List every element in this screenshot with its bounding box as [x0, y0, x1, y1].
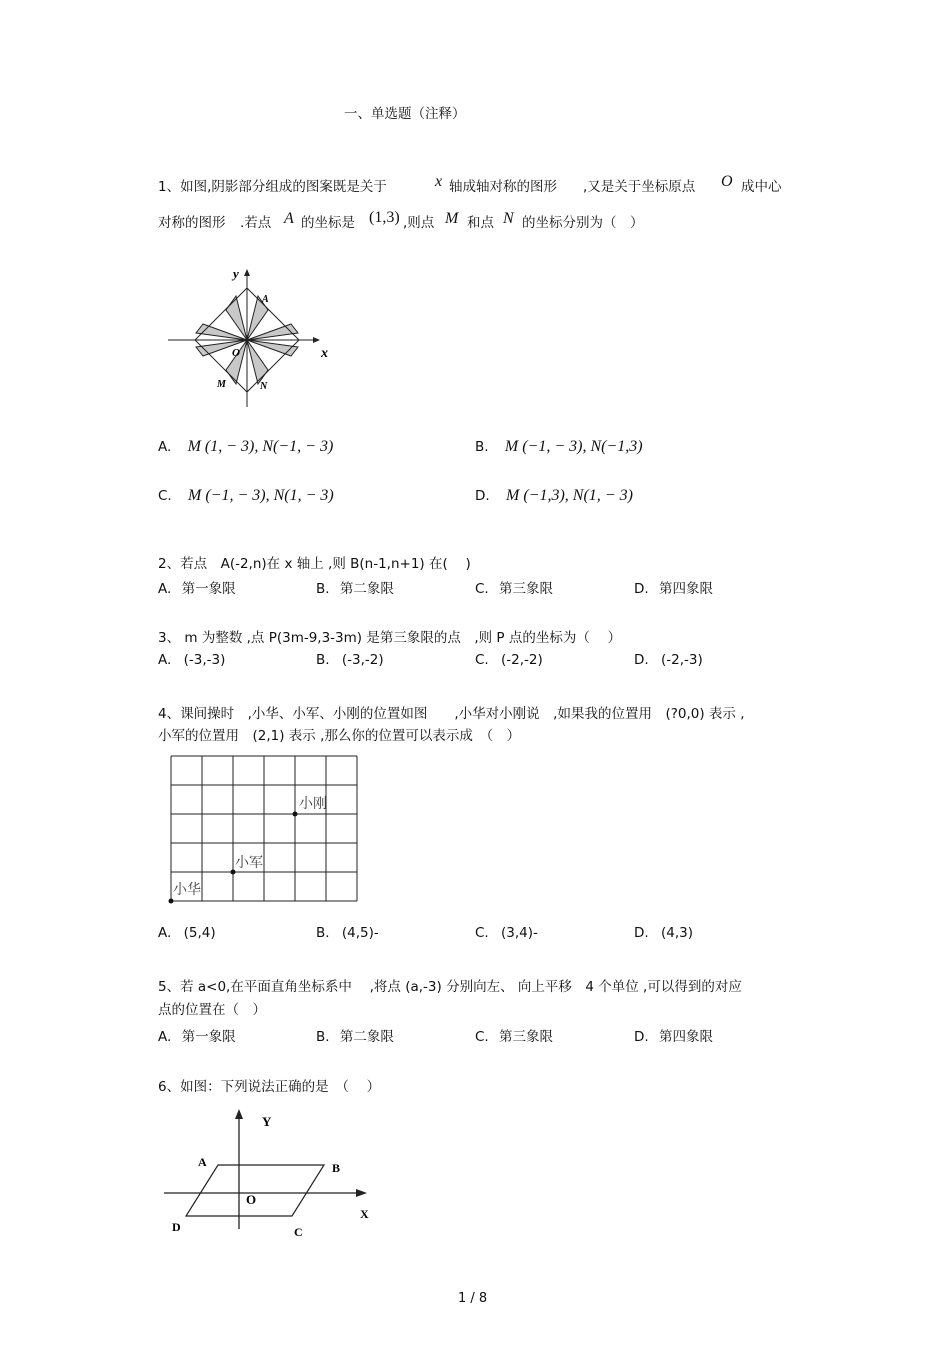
q3-option-a[interactable] [158, 652, 225, 668]
q1-text-2a: 对称的图形 [158, 215, 226, 231]
q6-parallelogram [186, 1165, 324, 1216]
q3-option-c[interactable] [475, 652, 543, 668]
option-text: M (1, − 3), N(−1, − 3) [187, 438, 334, 455]
q6-y-arrow [235, 1109, 243, 1119]
option-letter: A. [158, 925, 172, 941]
q6-fig-b-label: B [332, 1161, 341, 1175]
q1-option-b[interactable] [475, 438, 643, 456]
q6-fig-c-label: C [294, 1225, 303, 1239]
q4-grid-figure [165, 752, 365, 912]
option-text: (-2,-2) [501, 652, 543, 668]
q6-fig-x-label: X [360, 1207, 369, 1221]
q1-var-x: x [435, 173, 443, 190]
q1-fig-n-label: N [260, 381, 268, 392]
option-text: 第三象限 [499, 1029, 554, 1045]
q4-label-gang: 小刚 [299, 796, 327, 812]
q4-point-hua [169, 899, 174, 904]
option-letter: B. [316, 581, 330, 597]
q5-option-d[interactable] [634, 1025, 713, 1045]
q3-option-d[interactable] [634, 652, 703, 668]
option-letter: B. [316, 1029, 330, 1045]
q5-option-b[interactable] [316, 1025, 394, 1045]
option-letter: D. [634, 1029, 649, 1045]
q1-coord: (1,3) [369, 209, 400, 226]
option-text: (4,5)- [341, 925, 379, 941]
q1-x-arrow [313, 337, 320, 343]
option-letter: A. [158, 1029, 172, 1045]
option-text: 第三象限 [499, 581, 554, 597]
q2-option-a[interactable] [158, 577, 236, 597]
option-letter: D. [634, 581, 649, 597]
q2-option-b[interactable] [316, 577, 394, 597]
q1-figure [160, 262, 340, 412]
q1-text-2e: 和点 [467, 215, 494, 231]
q1-option-a[interactable] [158, 438, 333, 456]
option-text: M (−1, − 3), N(−1,3) [504, 438, 643, 455]
q6-stem: 6、如图：下列说法正确的是 （ ） [158, 1079, 381, 1095]
option-letter: C. [475, 652, 489, 668]
option-text: 第四象限 [658, 1029, 713, 1045]
q6-fig-d-label: D [172, 1220, 181, 1234]
option-letter: B. [316, 652, 330, 668]
q1-fig-o-label: O [232, 347, 240, 359]
q4-option-b[interactable] [316, 925, 379, 941]
q4-point-gang [293, 812, 298, 817]
option-letter: C. [475, 581, 489, 597]
q1-y-arrow [244, 269, 250, 276]
q2-stem: 2、若点 A(-2,n)在 x 轴上 ,则 B(n-1,n+1) 在( ) [158, 556, 471, 572]
q1-fig-y-label: y [233, 266, 239, 281]
q1-fig-x-label: x [321, 346, 328, 361]
q1-text-2c: 的坐标是 [301, 215, 355, 231]
q1-text-1c: ,又是关于坐标原点 [583, 179, 696, 195]
option-text: 第一象限 [181, 581, 236, 597]
q5-line-2: 点的位置在（ ） [158, 1002, 266, 1018]
option-text: 第一象限 [181, 1029, 236, 1045]
option-text: M (−1,3), N(1, − 3) [505, 487, 633, 504]
option-letter: C. [158, 488, 172, 504]
option-letter: B. [316, 925, 330, 941]
option-text: (5,4) [183, 925, 216, 941]
option-text: (-3,-2) [341, 652, 384, 668]
section-title: 一、单选题（注释） [344, 106, 466, 122]
option-letter: D. [475, 488, 490, 504]
option-text: (3,4)- [501, 925, 538, 941]
q5-option-c[interactable] [475, 1025, 553, 1045]
q2-option-c[interactable] [475, 577, 553, 597]
option-text: M (−1, − 3), N(1, − 3) [188, 487, 334, 504]
option-text: 第四象限 [658, 581, 713, 597]
option-letter: D. [634, 652, 649, 668]
q4-label-jun: 小军 [235, 855, 263, 871]
q6-fig-y-label: Y [262, 1114, 272, 1129]
q2-option-d[interactable] [634, 577, 713, 597]
q6-x-arrow [356, 1189, 367, 1197]
q6-fig-a-label: A [198, 1155, 207, 1169]
option-text: (4,3) [660, 925, 693, 941]
q1-text-1a: 1、如图,阴影部分组成的图案既是关于 [158, 179, 387, 195]
q6-figure [160, 1105, 390, 1245]
q4-line-2: 小军的位置用 (2,1) 表示 ,那么你的位置可以表示成 （ ） [158, 728, 521, 744]
q3-option-b[interactable] [316, 652, 384, 668]
q1-text-2d: ,则点 [403, 215, 435, 231]
q1-text-1b: 轴成轴对称的图形 [449, 179, 557, 195]
q5-line-1: 5、若 a<0,在平面直角坐标系中 ,将点 (a,-3) 分别向左、 向上平移 4 个单位 ,可以得到的对应 [158, 979, 742, 995]
q5-option-a[interactable] [158, 1025, 236, 1045]
option-letter: A. [158, 652, 172, 668]
q1-text-2f: 的坐标分别为（ ） [522, 215, 644, 231]
q1-option-c[interactable] [158, 487, 334, 505]
q3-stem: 3、 m 为整数 ,点 P(3m-9,3-3m) 是第三象限的点 ,则 P 点的坐标为（ ） [158, 630, 622, 646]
q4-grid-lines [171, 756, 357, 901]
q1-var-m: M [445, 210, 459, 227]
page-number: 1 / 8 [458, 1291, 488, 1306]
q4-line-1: 4、课间操时 ,小华、小军、小刚的位置如图 ,小华对小刚说 ,如果我的位置用 (?0,0) 表示 , [158, 706, 745, 722]
q1-text-1d: 成中心 [741, 179, 782, 195]
q1-var-o: O [721, 173, 733, 190]
option-letter: C. [475, 1029, 489, 1045]
option-letter: D. [634, 925, 649, 941]
option-letter: B. [475, 439, 489, 455]
option-text: 第二象限 [339, 1029, 394, 1045]
q6-fig-o-label: O [246, 1192, 257, 1207]
q4-option-c[interactable] [475, 925, 538, 941]
option-letter: C. [475, 925, 489, 941]
q1-fig-m-label: M [217, 379, 226, 390]
q4-option-d[interactable] [634, 925, 693, 941]
q1-option-d[interactable] [475, 487, 633, 505]
q1-var-a: A [284, 210, 294, 227]
q1-var-n: N [503, 210, 514, 227]
option-text: (-2,-3) [660, 652, 703, 668]
q1-text-2b: .若点 [240, 215, 272, 231]
option-letter: A. [158, 581, 172, 597]
q4-label-hua: 小华 [173, 882, 201, 898]
option-text: (-3,-3) [183, 652, 226, 668]
option-letter: A. [158, 439, 172, 455]
q4-option-a[interactable] [158, 925, 216, 941]
option-text: 第二象限 [339, 581, 394, 597]
q1-fig-a-label: A [262, 294, 269, 305]
